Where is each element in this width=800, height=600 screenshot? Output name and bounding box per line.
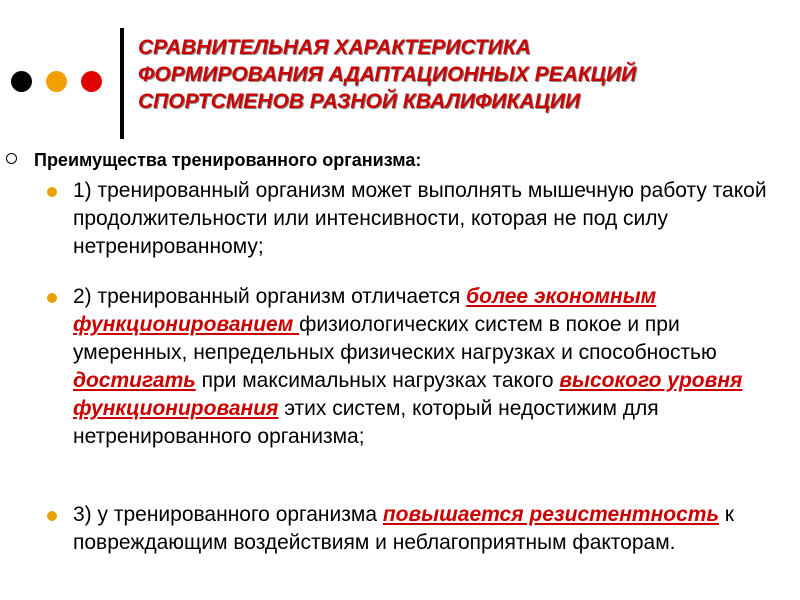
list-item — [73, 501, 783, 557]
item-text: 3) у тренированного организма — [73, 503, 383, 526]
hollow-circle-bullet-icon — [6, 153, 17, 164]
item-text: физиологических систем в покое и при умеренных, непредельных физических нагрузках и способностью — [73, 313, 717, 364]
red-dot-icon — [81, 71, 102, 92]
list-item — [73, 283, 783, 451]
bullet-icon — [47, 511, 57, 521]
list-item — [73, 177, 783, 261]
highlight-term: функционированием — [73, 313, 300, 336]
bullet-icon — [47, 293, 57, 303]
decorative-dots — [11, 71, 111, 97]
orange-dot-icon — [46, 71, 67, 92]
item-text: при максимальных нагрузках такого — [195, 369, 560, 392]
item-text: 1) тренированный организм может выполнять мышечную работу такой продолжительности или интенсивности, которая не под силу нетренированному; — [73, 179, 767, 258]
item-text: 2) тренированный организм отличается — [73, 285, 467, 308]
black-dot-icon — [11, 71, 32, 92]
slide-title — [138, 34, 778, 115]
highlight-term: достигать — [73, 369, 196, 392]
highlight-term: повышается резистентность — [382, 503, 719, 526]
section-heading — [6, 148, 786, 172]
title-line-1: СРАВНИТЕЛЬНАЯ ХАРАКТЕРИСТИКА — [138, 36, 531, 59]
title-line-3: СПОРТСМЕНОВ РАЗНОЙ КВАЛИФИКАЦИИ — [138, 90, 581, 113]
item-text: этих систем, который недостижим для нетренированного организма; — [73, 397, 659, 448]
section-heading-text: Преимущества тренированного организма: — [34, 150, 422, 170]
highlight-term: более экономным — [466, 285, 657, 308]
title-divider — [120, 28, 124, 139]
title-line-2: ФОРМИРОВАНИЯ АДАПТАЦИОННЫХ РЕАКЦИЙ — [138, 63, 637, 86]
item-text: к повреждающим воздействиям и неблагоприятным факторам. — [73, 503, 734, 554]
bullet-icon — [47, 187, 57, 197]
highlight-term: высокого уровня функционирования — [73, 369, 743, 420]
